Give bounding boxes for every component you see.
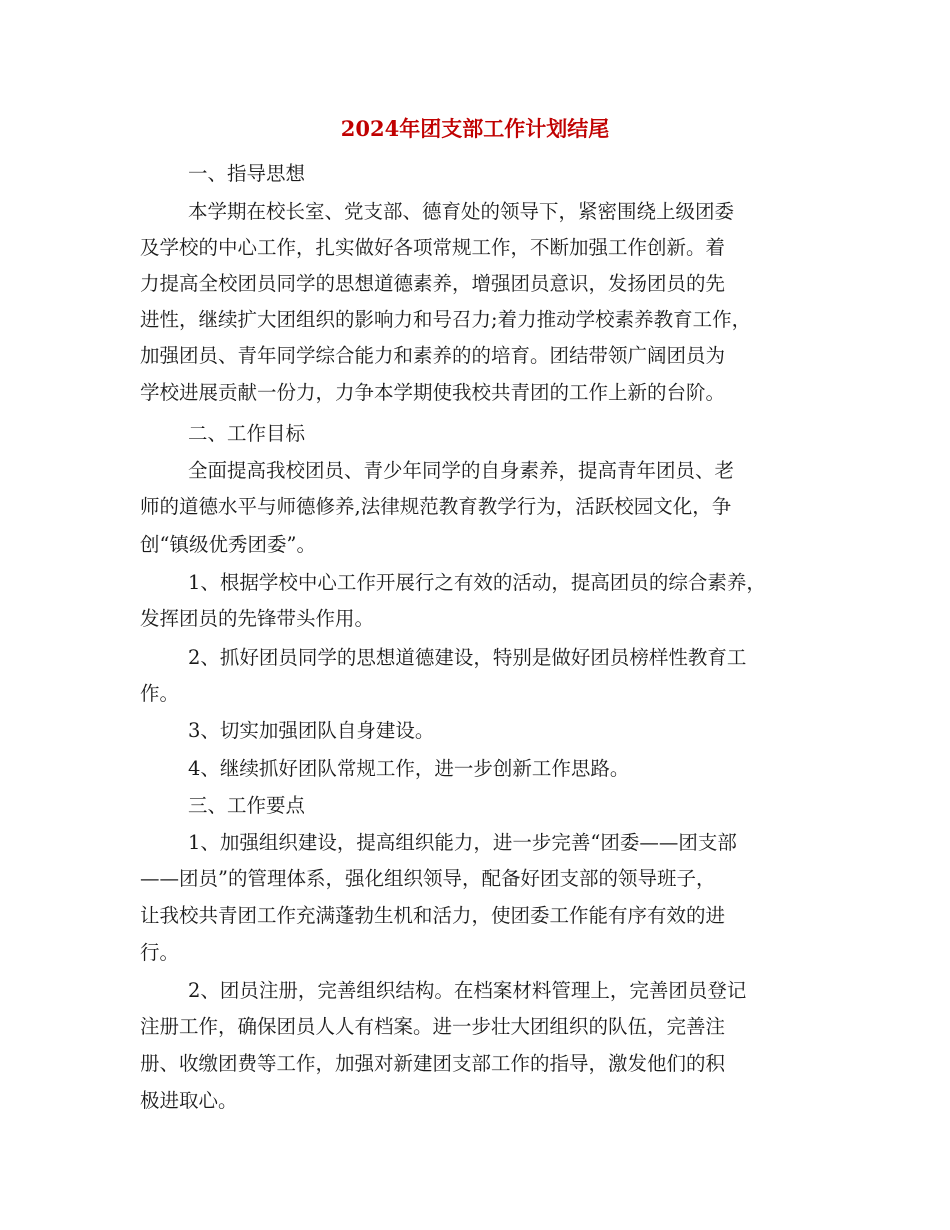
list-item-line: 极进取心。 [140,1089,238,1112]
list-item-line: 4、继续抓好团队常规工作，进一步创新工作思路。 [188,757,630,780]
heading-guiding-ideology: 一、指导思想 [188,162,306,185]
list-item-line: 行。 [140,941,180,964]
paragraph-line: 加强团员、青年同学综合能力和素养的的培育。团结带领广阔团员为 [140,344,726,367]
paragraph-line: 学校进展贡献一份力，力争本学期使我校共青团的工作上新的台阶。 [140,381,726,404]
paragraph-line: 创“镇级优秀团委”。 [140,533,316,556]
list-item-line: 注册工作，确保团员人人有档案。进一步壮大团组织的队伍，完善注 [140,1015,726,1038]
list-item-line: 册、收缴团费等工作，加强对新建团支部工作的指导，激发他们的积 [140,1052,726,1075]
list-item-line: 2、抓好团员同学的思想道德建设，特别是做好团员榜样性教育工 [188,646,747,669]
paragraph-line: 本学期在校长室、党支部、德育处的领导下，紧密围绕上级团委 [188,200,735,223]
list-item-line: 让我校共青团工作充满蓬勃生机和活力，使团委工作能有序有效的进 [140,904,726,927]
list-item-line: 2、团员注册，完善组织结构。在档案材料管理上，完善团员登记 [188,979,747,1002]
list-item-line: ——团员”的管理体系，强化组织领导，配备好团支部的领导班子， [140,867,716,890]
document-title: 2024年团支部工作计划结尾 [340,116,610,141]
list-item-line: 1、根据学校中心工作开展行之有效的活动，提高团员的综合素养， [188,571,766,594]
heading-work-points: 三、工作要点 [188,794,306,817]
list-item-line: 1、加强组织建设，提高组织能力，进一步完善“团委——团支部 [188,831,737,854]
list-item-line: 作。 [140,682,180,705]
paragraph-line: 力提高全校团员同学的思想道德素养，增强团员意识，发扬团员的先 [140,272,726,295]
heading-work-goals: 二、工作目标 [188,422,306,445]
paragraph-line: 全面提高我校团员、青少年同学的自身素养，提高青年团员、老 [188,459,735,482]
paragraph-line: 师的道德水平与师德修养,法律规范教育教学行为，活跃校园文化，争 [140,495,732,518]
list-item-line: 3、切实加强团队自身建设。 [188,719,435,742]
paragraph-line: 进性，继续扩大团组织的影响力和号召力;着力推动学校素养教育工作， [140,308,752,331]
paragraph-line: 及学校的中心工作，扎实做好各项常规工作，不断加强工作创新。着 [140,236,726,259]
list-item-line: 发挥团员的先锋带头作用。 [140,607,375,630]
